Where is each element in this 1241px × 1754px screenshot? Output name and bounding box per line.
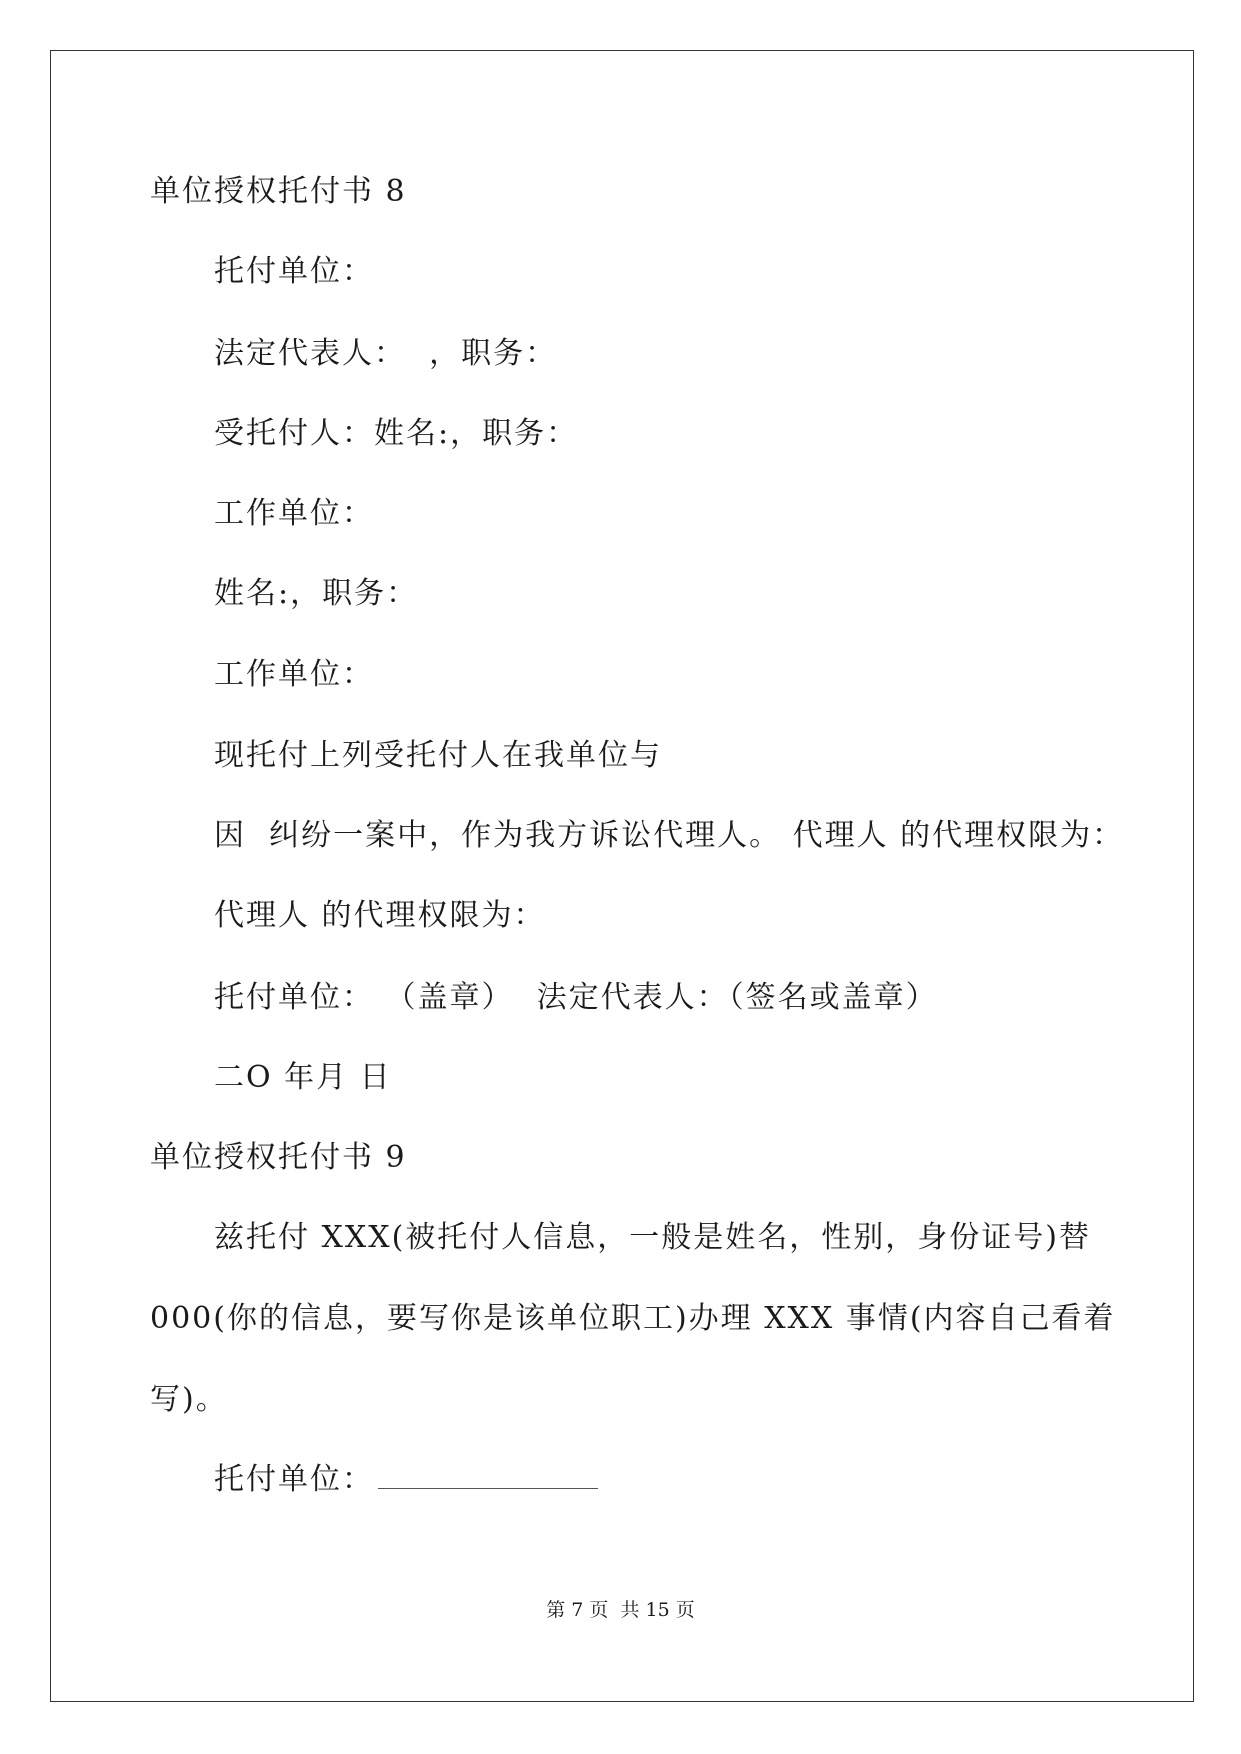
entrust-statement-line: 现托付上列受托付人在我单位与 [214,738,662,773]
work-unit-line-2: 工作单位： [214,657,374,692]
entrusting-unit-fill-line [214,1460,598,1500]
name-position-line: 姓名:，职务： [214,576,419,611]
section-title-9: 单位授权托付书 9 [150,1140,407,1175]
entrusting-unit-label: 托付单位： [214,1462,374,1497]
trustee-line: 受托付人：姓名:，职务： [214,416,579,451]
work-unit-line: 工作单位： [214,496,374,531]
entrusting-unit-line: 托付单位： [214,254,374,289]
page-border [50,50,1194,1702]
body-paragraph-line-3: 写)。 [150,1382,228,1417]
date-line: 二O 年月 日 [214,1060,392,1095]
blank-underline [378,1487,598,1489]
dispute-case-line: 因 纠纷一案中，作为我方诉讼代理人。 代理人 的代理权限为： [214,818,1125,853]
seal-signature-line: 托付单位： （盖章） 法定代表人：（签名或盖章） [214,980,938,1015]
page-footer: 第 7 页 共 15 页 [546,1599,695,1621]
agent-authority-line: 代理人 的代理权限为： [214,898,546,933]
section-title-8: 单位授权托付书 8 [150,174,407,209]
body-paragraph-line-2: 000(你的信息，要写你是该单位职工)办理 XXX 事情(内容自己看着 [150,1301,1116,1336]
legal-representative-line: 法定代表人： ，职务： [214,336,558,371]
body-paragraph-line-1: 兹托付 XXX(被托付人信息，一般是姓名，性别，身份证号)替 [214,1220,1092,1255]
